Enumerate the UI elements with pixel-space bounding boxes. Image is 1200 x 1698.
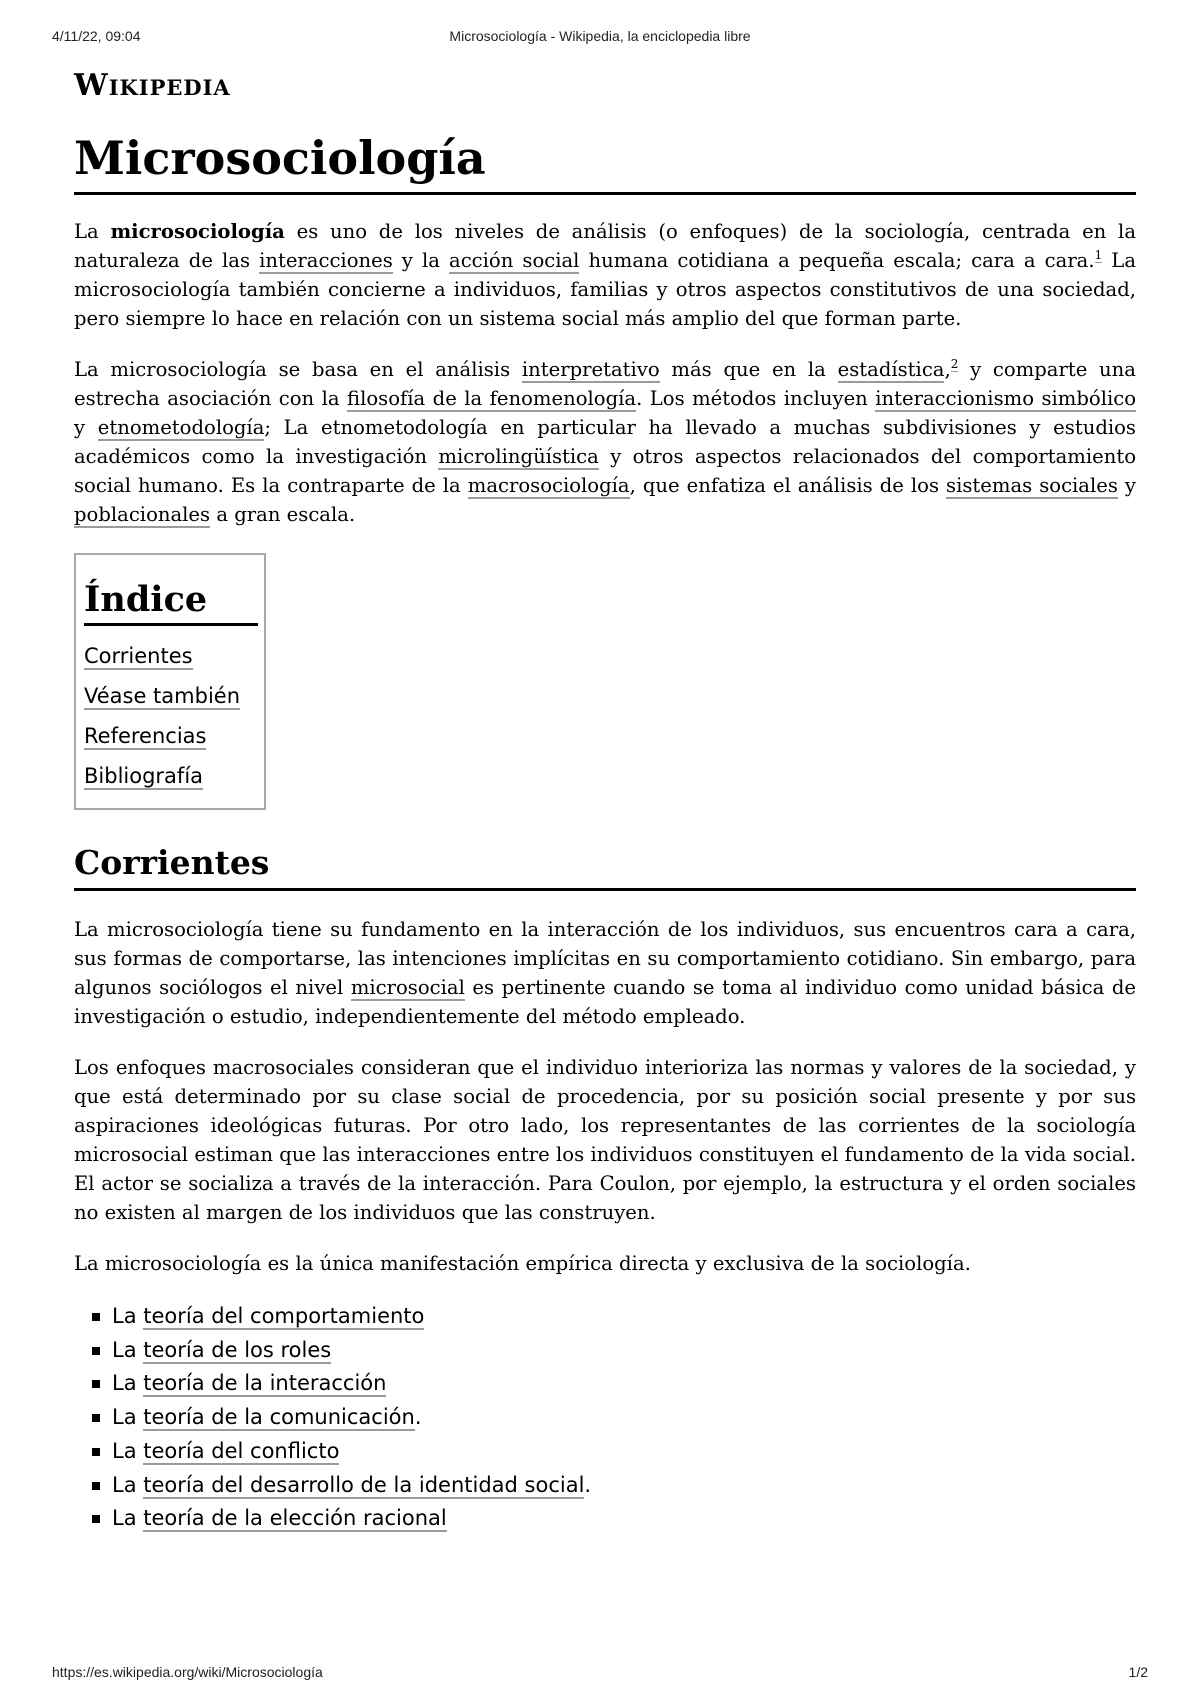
bullet-icon	[92, 1482, 100, 1490]
list-item: La teoría del desarrollo de la identidad social.	[112, 1469, 1136, 1503]
link-teoria-de-la-interaccion[interactable]: teoría de la interacción	[143, 1371, 387, 1396]
list-item: La teoría de la elección racional	[112, 1502, 1136, 1536]
link-etnometodologia[interactable]: etnometodología	[97, 416, 265, 439]
intro-paragraph-1: La microsociología es uno de los niveles de análisis (o enfoques) de la sociología, centrada en la naturaleza de las interacciones y la acción social humana cotidiana a pequeña escala; cara a cara.$^1$ La microsociología también concierne a individuos, familias y otros aspectos constitutivos de una sociedad, pero siempre lo hace en relación con un sistema social más amplio del que forman parte.	[74, 220, 1137, 330]
bullet-icon	[92, 1448, 100, 1456]
print-page-title: Microsociología - Wikipedia, la enciclopedia libre	[449, 28, 751, 44]
link-teoria-eleccion-racional[interactable]: teoría de la elección racional	[143, 1506, 447, 1531]
wikipedia-logo[interactable]: Wikipedia	[74, 68, 231, 103]
table-of-contents	[74, 553, 266, 810]
link-teoria-identidad-social[interactable]: teoría del desarrollo de la identidad social	[143, 1472, 585, 1497]
toc-item-referencias[interactable]: Referencias	[84, 724, 207, 748]
print-date: 4/11/22, 09:04	[52, 28, 141, 44]
ref-2[interactable]: 2	[950, 357, 959, 372]
term-bold: microsociología	[110, 220, 285, 243]
bullet-icon	[92, 1414, 100, 1422]
print-footer	[52, 1664, 1148, 1684]
article-content	[74, 66, 1136, 1536]
link-estadistica[interactable]: estadística	[837, 358, 945, 381]
list-item: La teoría de la comunicación.	[112, 1401, 1136, 1435]
print-header	[52, 28, 1148, 48]
link-interpretativo[interactable]: interpretativo	[521, 358, 660, 381]
section-paragraph-2: Los enfoques macrosociales consideran que el individuo interioriza las normas y valores de la sociedad, y que está determinado por su clase social de procedencia, por su posición social presente y por sus aspiraciones ideológicas futuras. Por otro lado, los representantes de las corrientes de la sociología microsocial estiman que las interacciones entre los individuos constituyen el fundamento de la vida social. El actor se socializa a través de la interacción. Para Coulon, por ejemplo, la estructura y el orden sociales no existen al margen de los individuos que las construyen.	[74, 1056, 1136, 1224]
section-paragraph-1: La microsociología tiene su fundamento en la interacción de los individuos, sus encuentros cara a cara, sus formas de comportarse, las intenciones implícitas en su comportamiento cotidiano. Sin embargo, para algunos sociólogos el nivel microsocial es pertinente cuando se toma al individuo como unidad básica de investigación o estudio, independientemente del método empleado.	[74, 918, 1136, 1028]
link-poblacionales[interactable]: poblacionales	[74, 503, 211, 526]
ref-1[interactable]: 1	[1094, 248, 1103, 263]
section-paragraph-3: La microsociología es la única manifestación empírica directa y exclusiva de la sociología.	[74, 1252, 971, 1275]
section-heading-corrientes: Corrientes	[74, 842, 1136, 891]
bullet-icon	[92, 1515, 100, 1523]
print-page-number: 1/2	[1128, 1664, 1148, 1680]
toc-item-vease-tambien[interactable]: Véase también	[84, 684, 241, 708]
link-macrosociologia[interactable]: macrosociología	[467, 474, 630, 497]
bullet-icon	[92, 1313, 100, 1321]
intro-paragraph-2: La microsociología se basa en el análisis interpretativo más que en la estadística,$^2$ y comparte una estrecha asociación con la filosofía de la fenomenología. Los métodos incluyen interaccionismo simbólico y etnometodología; La etnometodología en particular ha llevado a muchas subdivisiones y estudios académicos como la investigación microlingüística y otros aspectos relacionados del comportamiento social humano. Es la contraparte de la macrosociología, que enfatiza el análisis de los sistemas sociales y poblacionales a gran escala.	[74, 357, 1137, 526]
toc-item-bibliografia[interactable]: Bibliografía	[84, 764, 204, 788]
link-sistemas-sociales[interactable]: sistemas sociales	[946, 474, 1118, 497]
link-teoria-de-los-roles[interactable]: teoría de los roles	[143, 1337, 332, 1362]
theories-list	[74, 1300, 1136, 1536]
link-teoria-de-la-comunicacion[interactable]: teoría de la comunicación	[143, 1405, 415, 1430]
list-item: La teoría de los roles	[112, 1334, 1136, 1368]
page-title: Microsociología	[74, 130, 1136, 195]
list-item: La teoría de la interacción	[112, 1367, 1136, 1401]
print-url: https://es.wikipedia.org/wiki/Microsociología	[52, 1664, 323, 1680]
link-accion-social[interactable]: acción social	[449, 249, 580, 272]
bullet-icon	[92, 1380, 100, 1388]
link-interacciones[interactable]: interacciones	[259, 249, 393, 272]
list-item: La teoría del conflicto	[112, 1435, 1136, 1469]
link-interaccionismo-simbolico[interactable]: interaccionismo simbólico	[875, 387, 1136, 410]
link-teoria-del-conflicto[interactable]: teoría del conflicto	[143, 1438, 340, 1463]
list-item: La teoría del comportamiento	[112, 1300, 1136, 1334]
link-teoria-del-comportamiento[interactable]: teoría del comportamiento	[143, 1304, 425, 1328]
link-microlinguistica[interactable]: microlingüística	[438, 445, 599, 468]
link-fenomenologia[interactable]: filosofía de la fenomenología	[347, 387, 637, 410]
link-microsocial[interactable]: microsocial	[350, 976, 465, 999]
bullet-icon	[92, 1347, 100, 1355]
toc-item-corrientes[interactable]: Corrientes	[84, 644, 193, 668]
toc-heading: Índice	[84, 577, 258, 626]
